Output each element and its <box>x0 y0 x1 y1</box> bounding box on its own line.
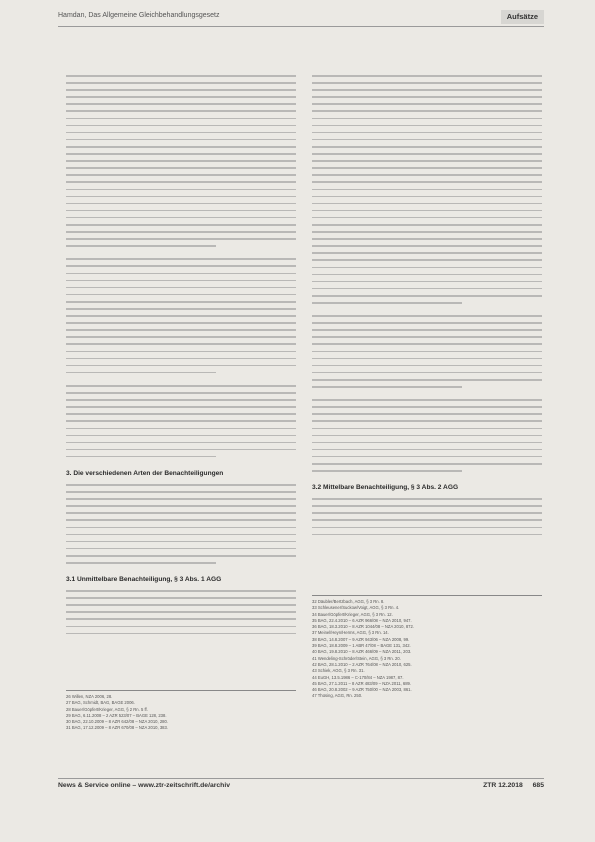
footnote: 33 Schleusener/Suckow/Voigt, AGG, § 3 Rn. 4. <box>312 605 400 611</box>
paragraph <box>312 495 542 538</box>
footnote: 38 BAG, 14.8.2007 – 9 AZR 943/06 – NZA 2008, 99. <box>312 636 410 642</box>
left-column <box>66 72 296 643</box>
footnote: 35 BAG, 22.4.2010 – 6 AZR 966/08 – NZA 2010, 947. <box>312 617 412 623</box>
footnote: 34 Bauer/Göpfert/Krieger, AGG, § 3 Rn. 12. <box>312 611 393 617</box>
footer-archive-link[interactable]: News & Service online – www.ztr-zeitschrift.de/archiv <box>58 782 230 789</box>
footer-issue <box>483 782 544 789</box>
paragraph <box>312 396 542 474</box>
paragraph <box>66 481 296 566</box>
footnote: 45 BAG, 27.1.2011 – 8 AZR 483/09 – NZA 2011, 689. <box>312 680 412 686</box>
right-column <box>312 72 542 544</box>
footnote: 40 BAG, 19.8.2010 – 8 AZR 466/09 – NZA 2011, 203. <box>312 649 412 655</box>
paragraph <box>66 72 296 249</box>
footnote: 28 Bauer/Göpfert/Krieger, AGG, § 2 Rn. 5 ff. <box>66 706 148 712</box>
footnote: 31 BAG, 17.12.2009 – 8 AZR 670/08 – NZA 2010, 383. <box>66 725 168 731</box>
footnote: 43 Schiek, AGG, § 3 Rn. 31. <box>312 668 365 674</box>
footnote: 39 BAG, 18.8.2009 – 1 ABR 47/08 – BAGE 131, 342. <box>312 643 411 649</box>
paragraph <box>66 255 296 376</box>
paragraph <box>312 72 542 306</box>
paragraph <box>312 312 542 390</box>
footnote: 30 BAG, 22.10.2009 – 8 AZR 642/08 – NZA 2010, 280. <box>66 719 168 725</box>
section-tab: Aufsätze <box>501 10 544 24</box>
page-header <box>58 10 544 27</box>
magazine-issue: ZTR 12.2018 <box>483 782 523 789</box>
footnote: 44 EuGH, 13.5.1986 – C-170/84 – NZA 1987, 87. <box>312 674 404 680</box>
footnote: 37 Meinel/Heyn/Herms, AGG, § 3 Rn. 14. <box>312 630 389 636</box>
footnote: 36 BAG, 18.3.2010 – 8 AZR 1044/08 – NZA 2010, 872. <box>312 624 414 630</box>
subsection-heading: 3.2 Mittelbare Benachteiligung, § 3 Abs. 2 AGG <box>312 484 459 492</box>
footnote: 42 BAG, 28.1.2010 – 2 AZR 764/08 – NZA 2010, 625. <box>312 661 412 667</box>
paragraph <box>66 382 296 460</box>
running-title: Hamdan, Das Allgemeine Gleichbehandlungsgesetz <box>58 12 220 19</box>
subsection-heading: 3.1 Unmittelbare Benachteiligung, § 3 Abs. 1 AGG <box>66 576 222 584</box>
page-footer <box>58 778 544 791</box>
footnote: 26 Willen, NZA 2006, 28. <box>66 694 113 699</box>
footnote: 27 BAG, Schmidt, BAG, BAGE 2006. <box>66 700 135 706</box>
footnote: 47 Thüsing, AGG, Rn. 250. <box>312 693 363 699</box>
footnote: 29 BAG, 6.11.2008 – 2 AZR 523/07 – BAGE 128, 238. <box>66 712 167 718</box>
page-number: 685 <box>532 782 544 789</box>
footnote: 46 BAG, 20.8.2002 – 9 AZR 750/00 – NZA 2003, 861. <box>312 687 412 693</box>
footnote: 32 Däubler/Bertzbach, AGG, § 3 Rn. 8. <box>312 599 385 604</box>
paragraph <box>66 587 296 637</box>
footnotes-right <box>312 595 542 700</box>
footnote: 41 Wendeling-Schröder/Stein, AGG, § 3 Rn. 20. <box>312 655 401 661</box>
section-heading: 3. Die verschiedenen Arten der Benachteiligungen <box>66 469 224 477</box>
footnotes-left <box>66 690 296 732</box>
